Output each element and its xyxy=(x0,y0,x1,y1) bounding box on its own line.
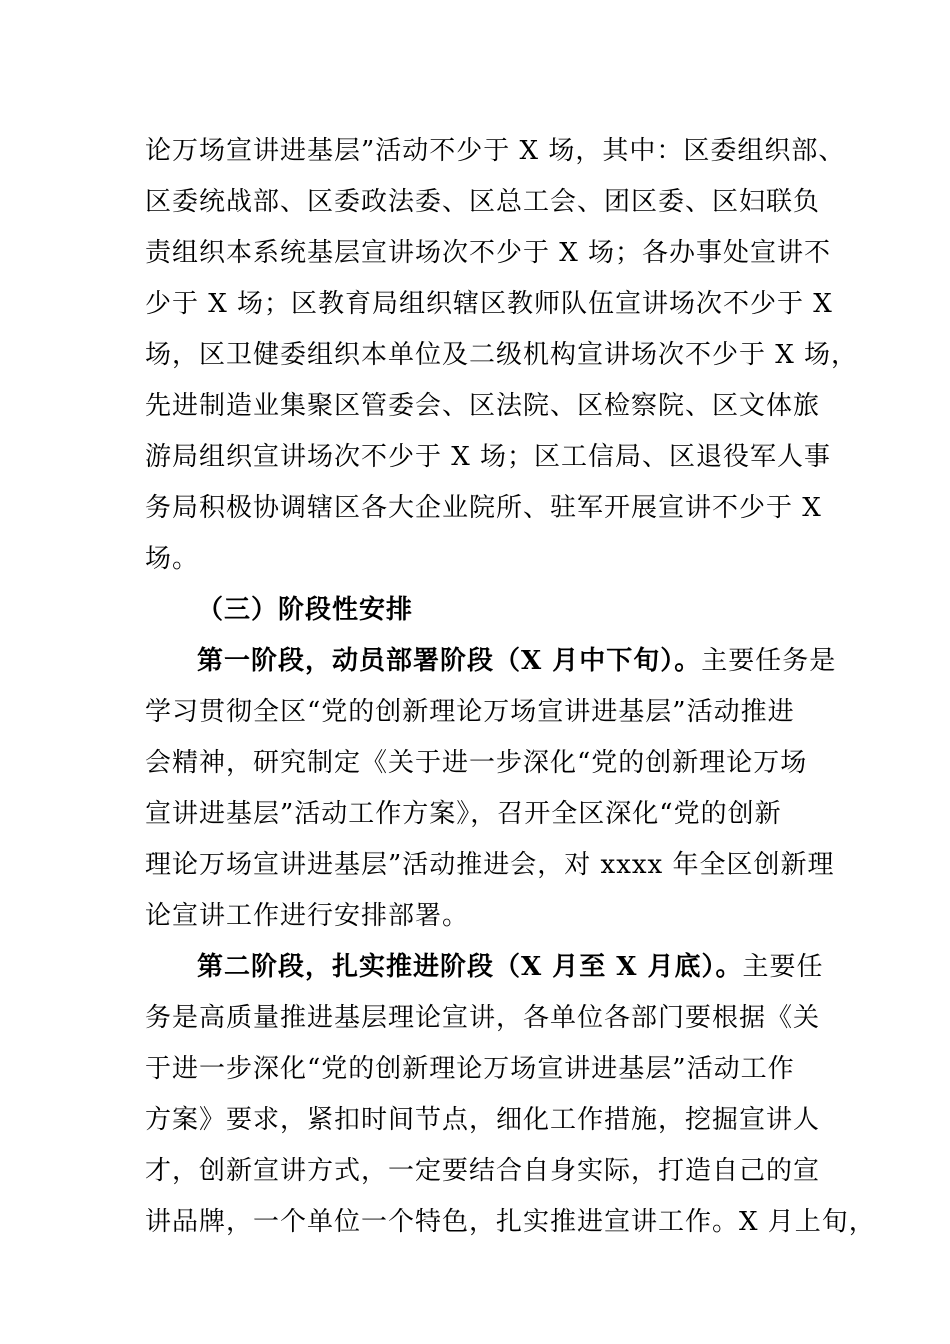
body-line: 才，创新宣讲方式，一定要结合自身实际，打造自己的宣 xyxy=(145,1156,821,1186)
body-line: 先进制造业集聚区管委会、区法院、区检察院、区文体旅 xyxy=(145,391,821,421)
body-line: 学习贯彻全区“党的创新理论万场宣讲进基层”活动推进 xyxy=(145,697,795,727)
body-line: 少于 X 场；区教育局组织辖区教师队伍宣讲场次不少于 X xyxy=(145,289,833,319)
section-heading: （三）阶段性安排 xyxy=(197,595,414,625)
body-line: 场，区卫健委组织本单位及二级机构宣讲场次不少于 X 场， xyxy=(145,340,859,370)
stage2-first-line-rest: 主要任 xyxy=(742,952,824,982)
stage1-first-line xyxy=(197,636,837,686)
stage1-title: 第一阶段，动员部署阶段（X 月中下旬）。 xyxy=(197,646,702,676)
stage1-first-line-rest: 主要任务是 xyxy=(701,646,837,676)
body-line: 会精神，研究制定《关于进一步深化“党的创新理论万场 xyxy=(145,748,808,778)
body-line: 理论万场宣讲进基层”活动推进会，对 xxxx 年全区创新理 xyxy=(145,850,835,880)
body-line: 宣讲进基层”活动工作方案》，召开全区深化“党的创新 xyxy=(145,799,782,829)
body-line: 讲品牌，一个单位一个特色，扎实推进宣讲工作。X 月上旬， xyxy=(145,1207,876,1237)
body-line: 论宣讲工作进行安排部署。 xyxy=(145,901,470,931)
body-line: 务是高质量推进基层理论宣讲，各单位各部门要根据《关 xyxy=(145,1003,821,1033)
body-line: 责组织本系统基层宣讲场次不少于 X 场；各办事处宣讲不 xyxy=(145,238,832,268)
body-line: 论万场宣讲进基层”活动不少于 X 场，其中：区委组织部、 xyxy=(145,136,846,166)
stage2-first-line xyxy=(197,942,825,992)
body-line: 区委统战部、区委政法委、区总工会、团区委、区妇联负 xyxy=(145,187,821,217)
body-line: 场。 xyxy=(145,544,200,574)
stage2-title: 第二阶段，扎实推进阶段（X 月至 X 月底）。 xyxy=(197,952,743,982)
body-line: 方案》要求，紧扣时间节点，细化工作措施，挖掘宣讲人 xyxy=(145,1105,821,1135)
body-line: 于进一步深化“党的创新理论万场宣讲进基层”活动工作 xyxy=(145,1054,795,1084)
body-line: 游局组织宣讲场次不少于 X 场；区工信局、区退役军人事 xyxy=(145,442,832,472)
body-line: 务局积极协调辖区各大企业院所、驻军开展宣讲不少于 X xyxy=(145,493,822,523)
